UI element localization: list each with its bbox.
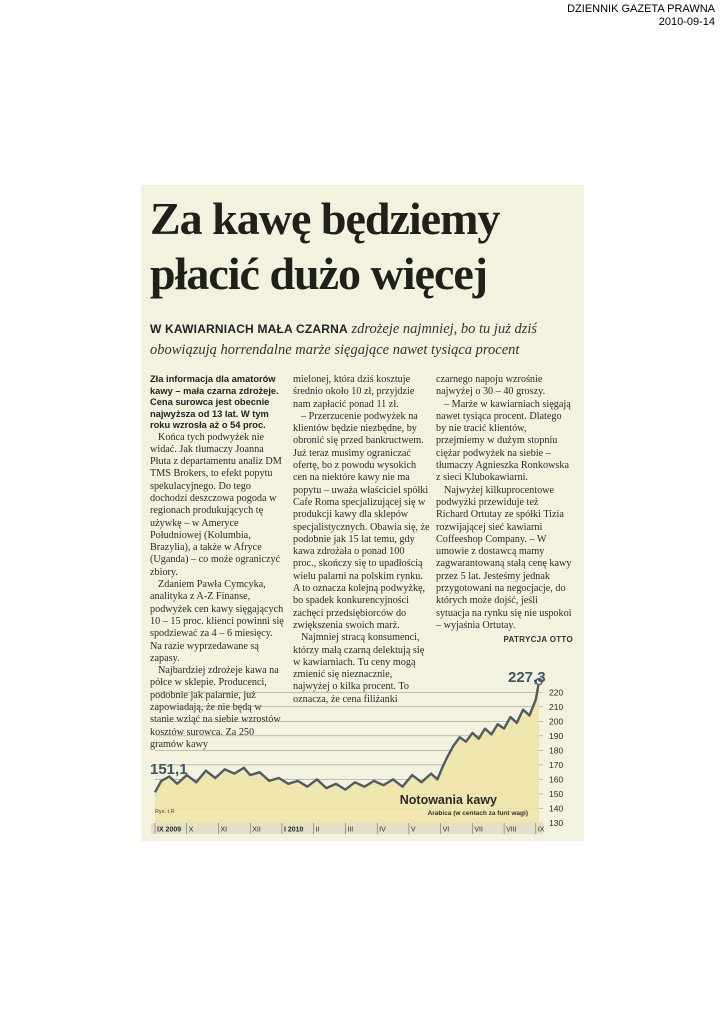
headline [150,191,580,301]
chart-subtitle: Arabica (w centach za funt wagi) [427,810,528,817]
publication-date: 2010-09-14 [658,16,715,28]
coffee-price-chart [141,665,584,841]
newspaper-clipping [141,185,584,841]
x-tick-label: I 2010 [283,826,304,834]
x-tick-label: II [315,826,320,834]
article-paragraph: czarnego napoju wzrośnie najwyżej o 30 – 40 groszy. [436,374,546,398]
x-tick-label: IV [379,826,386,834]
article-paragraph: – Przerzucenie podwyżek na klientów będzie niezbędne, by obronić się przed bankructwem. Już teraz musimy ograniczać ofertę, bo z powodu wysokich cen na niektóre kawy nie ma popytu – uważa właściciel spółki Cafe Roma specjalizującej się w produkcji kawy dla sklepów specjalistycznych. Obawia się, że podobnie jak 15 lat temu, gdy kawa zdrożała o ponad 100 proc., skończy się to upadłością wielu palarni na polskim rynku. A to oznacza kolejną podwyżkę, bo spadek konkurencyjności zachęci przedsiębiorców do zwiększenia swoich marż. [293,410,430,631]
x-tick-label: XII [252,826,261,834]
article-column-3 [436,374,573,647]
lead-paragraph [150,319,580,361]
x-tick-label: IX 2009 [157,826,182,834]
y-tick-label: 150 [549,788,564,799]
y-tick-label: 180 [549,745,564,756]
x-tick-label: VIII [506,826,517,834]
y-tick-label: 220 [549,687,564,698]
y-tick-label: 200 [549,716,564,727]
x-tick-label: III [347,826,354,834]
article-paragraph: – Marże w kawiarniach sięgają nawet tysiąca procent. Dlatego by nie tracić klientów, przejmiemy w dużym stopniu ciężar podwyżek na siebie – tłumaczy Agnieszka Ronkowska z sieci Klubokawiarni. [436,398,571,484]
y-tick-label: 170 [549,759,564,770]
x-axis-ticks [151,823,545,834]
lead-caps: W KAWIARNIACH MAŁA CZARNA [150,322,348,336]
page-header [567,3,715,29]
x-tick-label: X [188,826,194,834]
x-tick-label: IX [537,826,545,834]
article-paragraph: Końca tych podwyżek nie widać. Jak tłumaczy Joanna Płuta z departamentu analiz DM TMS Brokers, to efekt popytu spekulacyjnego. Do tego dochodzi deszczowa pogoda w regionach produkujących tę używkę – w Ameryce Południowej (Kolumbia, Brazylia), a także w Afryce (Uganda) – co może ograniczyć zbiory. [150,431,282,578]
start-value-label: 151,1 [150,761,188,778]
y-tick-label: 210 [549,701,564,712]
y-tick-label: 130 [549,818,564,828]
x-tick-label: V [410,826,416,834]
y-tick-label: 140 [549,803,564,814]
article-paragraph: Najbardziej zdrożeje kawa na półce w sklepie. Producenci, podobnie jak palarnie, już zapowiadają, że nie będą w stanie wziąć na siebie wzrostów kosztów surowca. Za 250 gramów kawy [150,665,281,750]
headline-line-2: płacić dużo więcej [150,248,488,299]
article-paragraph: Najwyżej kilkuprocentowe podwyżki przewiduje też Richard Ortutay ze spółki Tizia rozwijającej sieć kawiarni Coffeeshop Company. – W umowie z dostawcą mamy zagwarantowaną stałą cenę kawy przez 5 lat. Jesteśmy jednak przygotowani na negocjacje, do których może dojść, jeśli sytuacja na rynku się nie uspokoi – wyjaśnia Ortutay. [436,484,572,631]
end-value-label: 227,3 [508,669,546,686]
headline-line-1: Za kawę będziemy [150,193,500,244]
article-paragraph: Najmniej stracą konsumenci, którzy małą czarną delektują się w kawiarniach. Tu ceny mogą zmienić się nieznacznie, najwyżej o kilka procent. To oznacza, że cena filiżanki [293,632,425,705]
y-tick-label: 160 [549,774,564,785]
publication-name: DZIENNIK GAZETA PRAWNA [567,3,715,15]
article-intro: Zła informacja dla amatorów kawy – mała czarna zdrożeje. Cena surowca jest obecnie najwyższa od 13 lat. W tym roku wzrosła aż o 54 proc. [150,374,279,430]
chart-source: Rys. t.R [155,809,175,815]
x-tick-label: VI [442,826,450,834]
author-signature: PATRYCJA OTTO [503,635,573,645]
article-paragraph: mielonej, która dziś kosztuje średnio około 10 zł, przyjdzie nam zapłacić ponad 11 zł. [293,374,415,410]
x-tick-label: XI [220,826,228,834]
chart-title: Notowania kawy [399,793,497,807]
article-column-2 [293,374,430,706]
x-tick-label: VII [474,826,483,834]
article-paragraph: Zdaniem Pawła Cymcyka, analityka z A-Z Finanse, podwyżek cen kawy sięgających 10 – 15 proc. klienci powinni się spodziewać za 4 – 6 miesięcy. Na razie wyprzedawane są zapasy. [150,579,284,664]
y-tick-label: 190 [549,730,564,741]
y-axis-ticks [549,687,563,828]
lead-text: zdrożeje najmniej, bo tu już dziś obowiązują horrendalne marże sięgające nawet tysiąca procent [150,321,538,358]
